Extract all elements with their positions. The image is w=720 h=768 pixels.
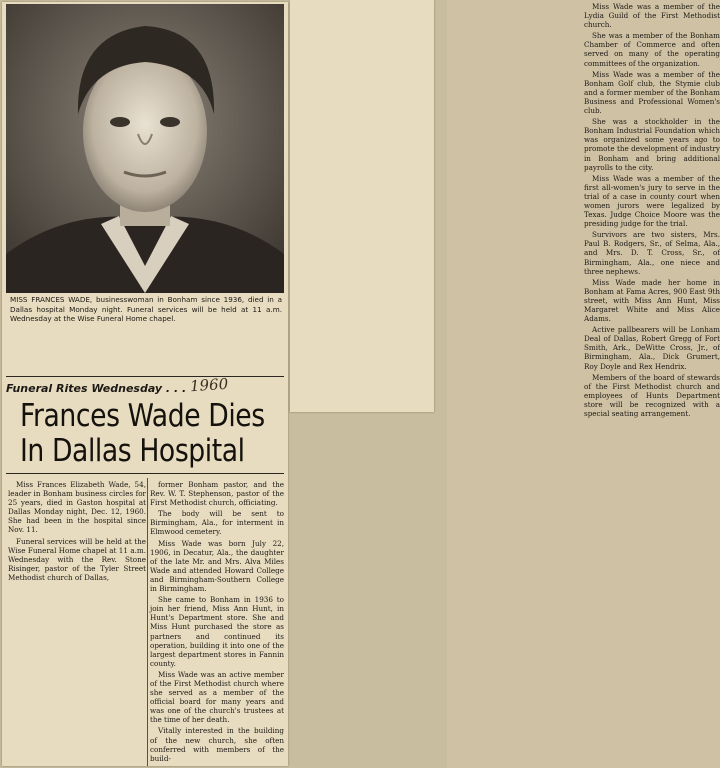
column-divider	[147, 478, 148, 766]
paragraph: She came to Bonham in 1936 to join her friend, Miss Ann Hunt, in Hunt's Department store. She and Miss Hunt purchased the store as partners and continued its operation, building it into one of the largest department stores in Fannin county.	[150, 595, 284, 668]
main-clipping	[2, 2, 288, 766]
portrait-image	[6, 4, 284, 293]
paragraph: Funeral services will be held at the Wise Funeral Home chapel at 11 a.m. Wednesday with the Rev. Stone Risinger, pastor of the Tyler Street Methodist church of Dallas,	[8, 536, 146, 582]
paragraph: Miss Wade was an active member of the First Methodist church where she served as a member of the official board for many years and was one of the church's trustees at the time of her death.	[150, 669, 284, 725]
headline-rule	[6, 473, 284, 474]
paragraph: Survivors are two sisters, Mrs. Paul B. Rodgers, Sr., of Selma, Ala., and Mrs. D. T. Cross, Sr., of Birmingham, Ala., one niece and three nephews.	[584, 230, 720, 276]
photo-caption: MISS FRANCES WADE, businesswoman in Bonham since 1936, died in a Dallas hospital Monday night. Funeral services will be held at 11 a.m. Wednesday at the Wise Funeral Home chapel.	[10, 295, 282, 324]
paragraph: former Bonham pastor, and the Rev. W. T. Stephenson, pastor of the First Methodist church, officiating.	[150, 480, 284, 508]
paragraph: Members of the board of stewards of the First Methodist church and employees of Hunts Department store will be recognized with a special seating arrangement.	[584, 372, 720, 419]
headline-line-2: In Dallas Hospital	[20, 433, 245, 469]
paragraph: Active pallbearers will be Lonham Deal of Dallas, Robert Gregg of Fort Smith, Ark., DeWitte Cross, Jr., of Birmingham, Ala., Dick Grumert, Roy Doyle and Rex Hendrix.	[584, 325, 720, 371]
article-column-1	[8, 480, 146, 582]
portrait-photo	[6, 4, 284, 293]
paragraph: Miss Wade was a member of the first all-women's jury to serve in the trial of a case in county court when women jurors were legalized by Texas. Judge Choice Moore was the presiding judge for the trial.	[584, 173, 720, 229]
handwritten-year: 1960	[189, 374, 229, 396]
kicker-line: Funeral Rites Wednesday . . .	[6, 382, 187, 395]
paragraph: Miss Wade was born July 22, 1906, in Decatur, Ala., the daughter of the late Mr. and Mrs. Alva Miles Wade and attended Howard College and Birmingham-Southern College in Birmingham.	[150, 538, 284, 594]
paragraph: Miss Wade made her home in Bonham at Fama Acres, 900 East 9th street, with Miss Ann Hunt, Miss Margaret White and Miss Alice Adams.	[584, 277, 720, 324]
paragraph: She was a stockholder in the Bonham Industrial Foundation which was organized some years ago to promote the development of industry in Bonham and bring additional payrolls to the city.	[584, 117, 720, 172]
article-column-2	[150, 480, 284, 763]
paragraph: Vitally interested in the building of the new church, she often conferred with members of the build-	[150, 726, 284, 763]
paragraph: She was a member of the Bonham Chamber of Commerce and often served on many of the operating committees of the organization.	[584, 31, 720, 68]
headline-line-1: Frances Wade Dies	[20, 398, 265, 434]
paragraph: Miss Wade was a member of the Bonham Golf club, the Stymie club and a former member of the Bonham Business and Professional Women's club.	[584, 69, 720, 116]
article-column-3	[584, 2, 720, 418]
paragraph: The body will be sent to Birmingham, Ala., for interment in Elmwood cemetery.	[150, 509, 284, 537]
top-rule	[6, 376, 284, 377]
paragraph: Miss Wade was a member of the Lydia Guild of the First Methodist church.	[584, 2, 720, 30]
continued-clipping	[290, 0, 720, 419]
paragraph: Miss Frances Elizabeth Wade, 54, leader in Bonham business circles for 25 years, died in Gaston hospital at Dallas Monday night, Dec. 12, 1960. She had been in the hospital since Nov. 11.	[8, 480, 146, 535]
